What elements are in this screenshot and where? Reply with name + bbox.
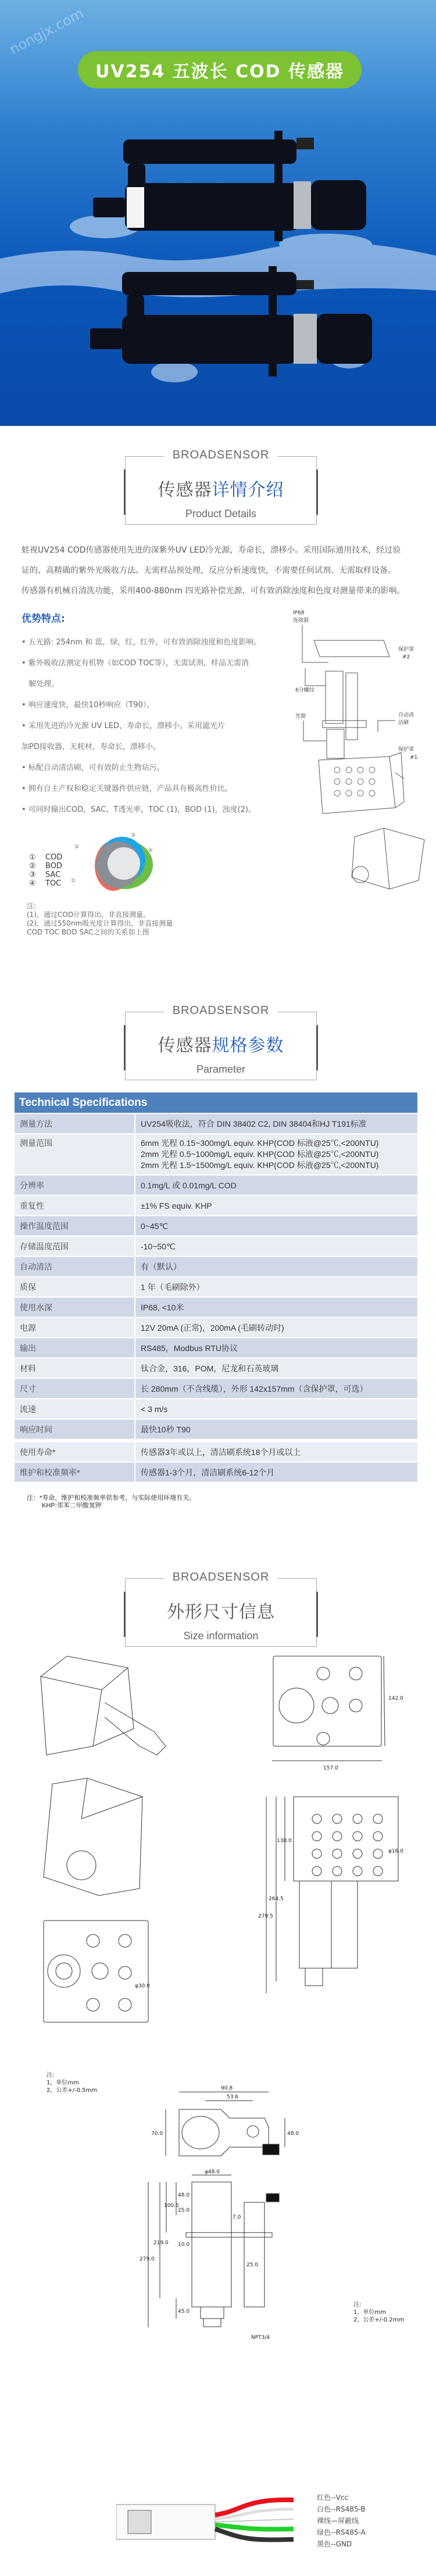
spec-key: 电源 xyxy=(15,1317,135,1338)
spec-key: 测量范围 xyxy=(15,1134,135,1175)
spec-key: 使用水深 xyxy=(15,1297,135,1317)
table-row xyxy=(15,1358,417,1378)
list-item: • 拥有自主产权和稳定关键器件供应链，产品具有极高性价比。 xyxy=(22,784,233,793)
divider xyxy=(124,470,126,515)
table-row xyxy=(15,1317,417,1338)
spec-key: 重复性 xyxy=(15,1195,135,1216)
spec-value xyxy=(135,1441,417,1462)
sensor-upper xyxy=(93,131,366,241)
spec-value-line: 1 年（毛刷除外） xyxy=(141,1282,205,1292)
spec-value xyxy=(135,1175,417,1195)
note-line: 2，公差+/-0.2mm xyxy=(353,2317,405,2323)
spec-value xyxy=(135,1195,417,1216)
venn-marker: ② xyxy=(74,844,80,850)
table-row xyxy=(15,1113,417,1134)
note-line: COD TOC BOD SAC之间的关系如上图 xyxy=(27,928,149,936)
footnote-line: KHP:邻苯二甲酸氢钾 xyxy=(42,1502,102,1509)
diagram-label: 洁刷 xyxy=(398,720,409,726)
intro-line: 证的、高精确的紫外光吸收方法。无需样品预处理，反应分析速度快，不需要任何试剂、无需取样设备。 xyxy=(22,566,396,575)
note-line: (2)，通过550nm吸光度计算得出，非直接测量 xyxy=(27,919,173,927)
spec-value xyxy=(135,1297,417,1317)
spec-table xyxy=(15,1092,417,1482)
list-item: • 响应速度快，最快10秒响应（T90）。 xyxy=(22,701,155,710)
spec-value-line: 6mm 光程 0.15~300mg/L equiv. KHP(COD 标液@25℃,<200NTU) xyxy=(141,1138,379,1148)
spec-value xyxy=(135,1358,417,1378)
table-row xyxy=(15,1462,417,1482)
watermark: nongjx.com xyxy=(6,5,87,58)
divider xyxy=(316,470,318,515)
note-line: 注: xyxy=(47,2072,55,2079)
note-line: 注: xyxy=(353,2302,362,2308)
section-title xyxy=(126,1597,316,1623)
note-line: 1，单位mm xyxy=(353,2309,386,2316)
diagram-label: 光窗 xyxy=(295,714,306,719)
list-item: 加PD接收器，无耗材，寿命长，漂移小。 xyxy=(22,743,160,751)
dimension-label: 279.0 xyxy=(140,2256,155,2262)
product-title: UV254 五波长 COD 传感器 xyxy=(78,51,362,88)
table-row xyxy=(15,1175,417,1195)
table-row xyxy=(15,1297,417,1317)
wire-label: 红色--Vcc xyxy=(317,2493,349,2502)
bottom-view-drawing xyxy=(44,1921,150,2022)
section-subtitle: Parameter xyxy=(196,1063,246,1075)
iso-view-2 xyxy=(44,1778,142,1896)
dimension-label: 25.0 xyxy=(246,2262,259,2268)
intro-line: 传感器有机械自清洗功能，采用400-880nm 四光路补偿光源，可有效消除浊度和色度对测量带来的影响。 xyxy=(22,586,405,596)
spec-value xyxy=(135,1419,417,1441)
dimension-label: 70.0 xyxy=(151,2131,163,2137)
intro-paragraph xyxy=(22,540,423,601)
spec-value xyxy=(135,1256,417,1277)
spec-key: 材料 xyxy=(15,1358,135,1378)
exploded-diagram xyxy=(279,604,436,895)
assembled-cover-drawing xyxy=(352,828,424,889)
advantages-title: 优势特点: xyxy=(22,613,65,625)
divider xyxy=(124,1025,126,1070)
spec-key: 尺寸 xyxy=(15,1378,135,1399)
diagram-label: IP68 xyxy=(293,610,305,616)
table-row xyxy=(15,1277,417,1297)
section-heading-parameter xyxy=(125,1004,317,1080)
wire xyxy=(215,2525,294,2530)
spec-value xyxy=(135,1277,417,1297)
section-title xyxy=(126,1031,316,1056)
spec-value-line: 传感器3年或以上，清洁刷系统18个月或以上 xyxy=(141,1448,301,1457)
list-item: • 标配自动清洁刷，可有效防止生物玷污。 xyxy=(22,764,165,772)
wire xyxy=(215,2519,294,2522)
dimension-label: 130.0 xyxy=(277,1838,292,1844)
spec-value-line: 2mm 光程 0.5~1000mg/L equiv. KHP(COD 标液@25℃,<200NTU) xyxy=(141,1149,379,1159)
venn-legend xyxy=(29,853,62,888)
advantages-list xyxy=(22,632,289,821)
legend-item: ② BOD xyxy=(29,862,62,870)
table-row xyxy=(15,1195,417,1216)
spec-value-line: < 3 m/s xyxy=(141,1405,168,1414)
table-row xyxy=(15,1216,417,1236)
spec-key: 自动清洁 xyxy=(15,1256,135,1277)
dimension-label: 7.0 xyxy=(233,2215,241,2220)
list-item: 解处理。 xyxy=(22,680,59,689)
spec-key: 测量方法 xyxy=(15,1113,135,1134)
flange-drawing xyxy=(151,2086,299,2156)
intro-line: 蛙视UV254 COD传感器使用先进的深紫外UV LED冷光源，寿命长，漂移小。采用国际通用技术，经过验 xyxy=(22,546,401,555)
cable-wiring-drawing xyxy=(116,2487,302,2568)
spec-key: 维护和校准频率* xyxy=(15,1462,135,1482)
dimension-label: NPT3/4 xyxy=(251,2335,270,2341)
section-heading-size xyxy=(125,1571,317,1647)
table-row xyxy=(15,1256,417,1277)
dimension-label: φ16.0 xyxy=(388,1848,403,1854)
table-row xyxy=(15,1134,417,1175)
spec-key: 质保 xyxy=(15,1277,135,1297)
venn-marker: ① xyxy=(71,878,76,884)
venn-diagram xyxy=(70,831,163,895)
spec-value-line: 钛合金，316，POM，尼龙和石英玻璃 xyxy=(141,1364,279,1373)
list-item: • 可同时输出COD，SAC，T透光率，TOC (1)，BOD (1)，浊度(2)。 xyxy=(22,805,256,814)
dimension-label: 157.0 xyxy=(323,1765,338,1771)
spec-value xyxy=(135,1399,417,1419)
dimension-label: 45.0 xyxy=(178,2309,190,2315)
sensor-dimension-drawings xyxy=(116,2080,349,2429)
wire-label: 裸线—屏蔽线 xyxy=(317,2517,359,2525)
divider xyxy=(316,1592,318,1637)
note-line: 注: xyxy=(27,902,37,910)
dimension-label: 48.0 xyxy=(287,2131,299,2137)
note-line: (1)，通过COD计算得出，非直接测量。 xyxy=(27,911,151,919)
diagram-label: 自动清 xyxy=(398,712,414,718)
dimension-label: 264.5 xyxy=(269,1896,284,1902)
title-gray: 传感器 xyxy=(158,1036,212,1056)
spec-value xyxy=(135,1134,417,1175)
list-item: • 紫外吸收法测定有机物（如COD TOC等），无需试剂，样品无需消 xyxy=(22,659,249,668)
footnote-line: 注：*寿命，维护和校准频率供参考，与实际使用环境有关。 xyxy=(27,1495,196,1502)
table-header: Technical Specifications xyxy=(15,1092,417,1113)
hero-banner xyxy=(0,0,436,426)
table-row xyxy=(15,1441,417,1462)
legend-item: ① COD xyxy=(29,853,63,862)
spec-value-line: RS485，Modbus RTU协议 xyxy=(141,1343,238,1353)
spec-value xyxy=(135,1317,417,1338)
dimension-label: 279.5 xyxy=(258,1914,273,1919)
divider xyxy=(124,1592,126,1637)
brand-label: BROADSENSOR xyxy=(165,1004,278,1017)
dimension-label: φ30.0 xyxy=(135,1983,150,1989)
legend-item: ④ TOC xyxy=(29,879,62,888)
divider xyxy=(316,1025,318,1070)
title-gray: 外形尺寸信息 xyxy=(167,1602,275,1622)
title-blue: 详情介绍 xyxy=(212,480,284,500)
table-row xyxy=(15,1236,417,1256)
spec-value xyxy=(135,1378,417,1399)
dimension-label: 100.5 xyxy=(164,2203,179,2209)
section-heading-details xyxy=(125,449,317,525)
spec-key: 流速 xyxy=(15,1399,135,1419)
spec-value xyxy=(135,1113,417,1134)
table-row xyxy=(15,1399,417,1419)
spec-value-line: UV254吸收法，符合 DIN 38402 C2, DIN 38404和HJ T191标准 xyxy=(141,1119,367,1128)
top-view-drawing xyxy=(272,1656,403,1771)
dimension-label: 10.0 xyxy=(178,2242,190,2248)
spec-value-line: 传感器1-3个月，清洁刷系统6-12个月 xyxy=(141,1468,275,1477)
wire-label: 绿色--RS485-A xyxy=(317,2528,366,2536)
dimension-label: 48.0 xyxy=(178,2192,190,2198)
diagram-label: #2 xyxy=(402,654,410,660)
legend-item: ③ SAC xyxy=(29,870,61,879)
spec-value xyxy=(135,1462,417,1482)
diagram-label: 保护罩 xyxy=(398,747,414,753)
spec-value-line: -10~50℃ xyxy=(141,1242,176,1251)
title-blue: 规格参数 xyxy=(212,1036,284,1056)
spec-key: 使用寿命* xyxy=(15,1441,135,1462)
table-row xyxy=(15,1419,417,1441)
spec-key: 输出 xyxy=(15,1338,135,1358)
product-photo xyxy=(0,0,436,426)
dimension-label: 90.8 xyxy=(221,2086,233,2091)
spec-value xyxy=(135,1338,417,1358)
dimension-label: 25.0 xyxy=(178,2208,190,2213)
venn-marker: ④ xyxy=(148,848,153,854)
brand-label: BROADSENSOR xyxy=(165,1571,278,1584)
side-view-drawing xyxy=(258,1797,403,1993)
list-item: • 采用先进的冷光源 UV LED，寿命长，漂移小。采用滤光片 xyxy=(22,722,225,730)
dimension-label: 53.6 xyxy=(227,2094,239,2100)
spec-footnote xyxy=(27,1495,195,1510)
spec-value xyxy=(135,1236,417,1256)
wire-label: 黑色--GND xyxy=(317,2540,352,2548)
spec-value-line: 最快10秒 T90 xyxy=(141,1425,191,1434)
spec-value-line: 0.1mg/L 或 0.01mg/L COD xyxy=(141,1181,237,1190)
spec-key: 响应时间 xyxy=(15,1419,135,1441)
diagram-label: 连接器 xyxy=(293,618,309,624)
dimension-label: φ48.0 xyxy=(205,2169,220,2175)
table-row xyxy=(15,1378,417,1399)
spec-value-line: ±1% FS equiv. KHP xyxy=(141,1201,212,1210)
table-row xyxy=(15,1338,417,1358)
spec-value-line: 0~45℃ xyxy=(141,1221,169,1231)
spec-value-line: 12V 20mA (正常)，200mA (毛刷转动时) xyxy=(141,1323,284,1332)
spec-key: 存储温度范围 xyxy=(15,1236,135,1256)
diagram-label: 保护罩 xyxy=(398,647,414,653)
spec-value-line: 2mm 光程 1.5~1500mg/L equiv. KHP(COD 标液@25℃,<200NTU) xyxy=(141,1160,379,1170)
diagram-label: 6分螺纹 xyxy=(295,687,315,693)
section-subtitle: Product Details xyxy=(185,508,257,520)
section-subtitle: Size information xyxy=(183,1630,259,1642)
note-line: 1，单位mm xyxy=(47,2080,79,2086)
wiring-legend xyxy=(317,2492,366,2550)
note-line: 2，公差+/-0.5mm xyxy=(47,2087,98,2094)
venn-notes xyxy=(27,902,173,937)
sensor-side-drawing xyxy=(140,2169,279,2341)
cover-dimension-drawings xyxy=(0,1645,436,2109)
spec-value-line: 长 280mm（不含线缆），外形 142x157mm（含保护罩，可选） xyxy=(141,1384,368,1393)
title-gray: 传感器 xyxy=(158,480,212,500)
iso-view-1 xyxy=(41,1656,166,1755)
list-item: • 五光路: 254nm 和 蓝，绿，红，红外，可有效消除浊度和色度影响。 xyxy=(22,638,262,647)
spec-key: 操作温度范围 xyxy=(15,1216,135,1236)
wire-label: 白色--RS485-B xyxy=(317,2505,366,2513)
dimension-label: 219.0 xyxy=(153,2240,169,2246)
dimension-label: 142.0 xyxy=(388,1696,403,1701)
section-title xyxy=(126,475,316,501)
diagram-label: #1 xyxy=(410,755,418,761)
brand-label: BROADSENSOR xyxy=(165,449,278,462)
spec-key: 分辨率 xyxy=(15,1175,135,1195)
spec-value-line: IP68, <10米 xyxy=(141,1303,184,1312)
dimension-notes-a xyxy=(47,2072,97,2094)
spec-value xyxy=(135,1216,417,1236)
spec-value-line: 有（默认） xyxy=(141,1262,181,1271)
dimension-notes-b xyxy=(353,2301,404,2324)
venn-marker: ③ xyxy=(131,833,136,839)
